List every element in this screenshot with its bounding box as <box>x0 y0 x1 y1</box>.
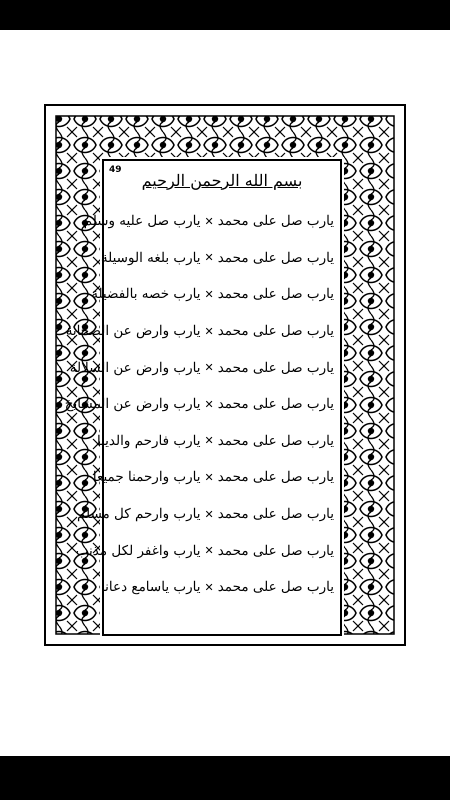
separator-mark: ✕ <box>204 361 214 375</box>
verse-left: یارب بلغه الوسیلة <box>100 249 201 266</box>
verse-left: یارب خصه بالفضیلة <box>91 286 201 303</box>
verse-left: یارب صل علیه وسلم <box>83 213 201 230</box>
separator-mark: ✕ <box>204 580 214 594</box>
verse-right: یارب صل علی محمد <box>217 323 334 340</box>
separator-mark: ✕ <box>204 507 214 521</box>
verse-line <box>65 313 334 350</box>
verse-line <box>75 532 334 569</box>
separator-mark: ✕ <box>204 251 214 265</box>
verse-right: یارب صل علی محمد <box>217 432 334 449</box>
verse-line <box>101 569 334 606</box>
verse-line <box>83 203 334 240</box>
top-status-bar <box>0 0 450 30</box>
verse-lines <box>64 203 334 606</box>
scanned-book-page <box>44 104 406 646</box>
verse-right: یارب صل علی محمد <box>217 579 334 596</box>
verse-left: یارب وارض عن المشایخ <box>64 396 201 413</box>
verse-line <box>69 349 334 386</box>
verse-line <box>64 386 334 423</box>
verse-left: یارب وارض عن الصحابة <box>65 323 201 340</box>
text-panel <box>64 159 342 636</box>
verse-line <box>96 423 334 460</box>
verse-left: یارب وارض عن السلالة <box>69 359 201 376</box>
separator-mark: ✕ <box>204 214 214 228</box>
verse-left: یارب وارحمنا جمیعا <box>92 469 201 486</box>
verse-left: یارب یاسامع دعانا <box>101 579 201 596</box>
verse-line <box>92 459 334 496</box>
verse-right: یارب صل علی محمد <box>217 506 334 523</box>
separator-mark: ✕ <box>204 544 214 558</box>
verse-line <box>91 276 334 313</box>
page-number: 49 <box>109 165 122 175</box>
verse-right: یارب صل علی محمد <box>217 396 334 413</box>
verse-left: یارب فارحم والدینا <box>96 432 201 449</box>
bismillah-heading: بسم الله الرحمن الرحیم <box>141 171 303 190</box>
separator-mark: ✕ <box>204 397 214 411</box>
verse-right: یارب صل علی محمد <box>217 286 334 303</box>
verse-left: یارب واغفر لکل مذنب <box>75 542 201 559</box>
bottom-navigation-bar <box>0 756 450 800</box>
verse-right: یارب صل علی محمد <box>217 249 334 266</box>
verse-right: یارب صل علی محمد <box>217 213 334 230</box>
verse-line <box>77 496 334 533</box>
verse-left: یارب وارحم کل مسلم <box>77 506 201 523</box>
separator-mark: ✕ <box>204 434 214 448</box>
separator-mark: ✕ <box>204 324 214 338</box>
verse-line <box>100 240 334 277</box>
verse-right: یارب صل علی محمد <box>217 542 334 559</box>
separator-mark: ✕ <box>204 287 214 301</box>
verse-right: یارب صل علی محمد <box>217 359 334 376</box>
verse-right: یارب صل علی محمد <box>217 469 334 486</box>
separator-mark: ✕ <box>204 470 214 484</box>
